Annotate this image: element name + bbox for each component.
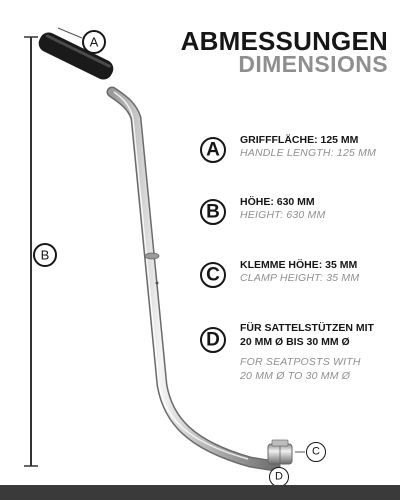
spec-b-english: HEIGHT: 630 MM xyxy=(240,209,326,221)
spec-b-german: HÖHE: 630 MM xyxy=(240,196,315,208)
spec-a-english: HANDLE LENGTH: 125 MM xyxy=(240,147,377,159)
spec-c-german: KLEMME HÖHE: 35 MM xyxy=(240,259,358,271)
spec-c-badge: C xyxy=(200,262,226,288)
footer-bar xyxy=(0,485,400,500)
spec-d-german-line2: 20 MM Ø BIS 30 MM Ø xyxy=(240,336,350,348)
marker-a: A xyxy=(82,30,106,54)
marker-c: C xyxy=(306,442,326,462)
marker-b: B xyxy=(33,243,57,267)
spec-c-english: CLAMP HEIGHT: 35 MM xyxy=(240,272,360,284)
spec-b-badge: B xyxy=(200,199,226,225)
marker-d: D xyxy=(269,467,289,487)
title-english: DIMENSIONS xyxy=(238,51,388,77)
title-german: ABMESSUNGEN xyxy=(180,26,388,56)
spec-a-badge: A xyxy=(200,137,226,163)
spec-a-german: GRIFFFLÄCHE: 125 MM xyxy=(240,134,359,146)
spec-d-english-line2: 20 MM Ø TO 30 MM Ø xyxy=(240,370,351,382)
grip-dimension-line xyxy=(58,28,82,38)
spec-d-german-line1: FÜR SATTELSTÜTZEN MIT xyxy=(240,322,374,334)
seatpost-clamp xyxy=(268,440,292,464)
spec-d-badge: D xyxy=(200,327,226,353)
spec-d-english-line1: FOR SEATPOSTS WITH xyxy=(240,356,361,368)
